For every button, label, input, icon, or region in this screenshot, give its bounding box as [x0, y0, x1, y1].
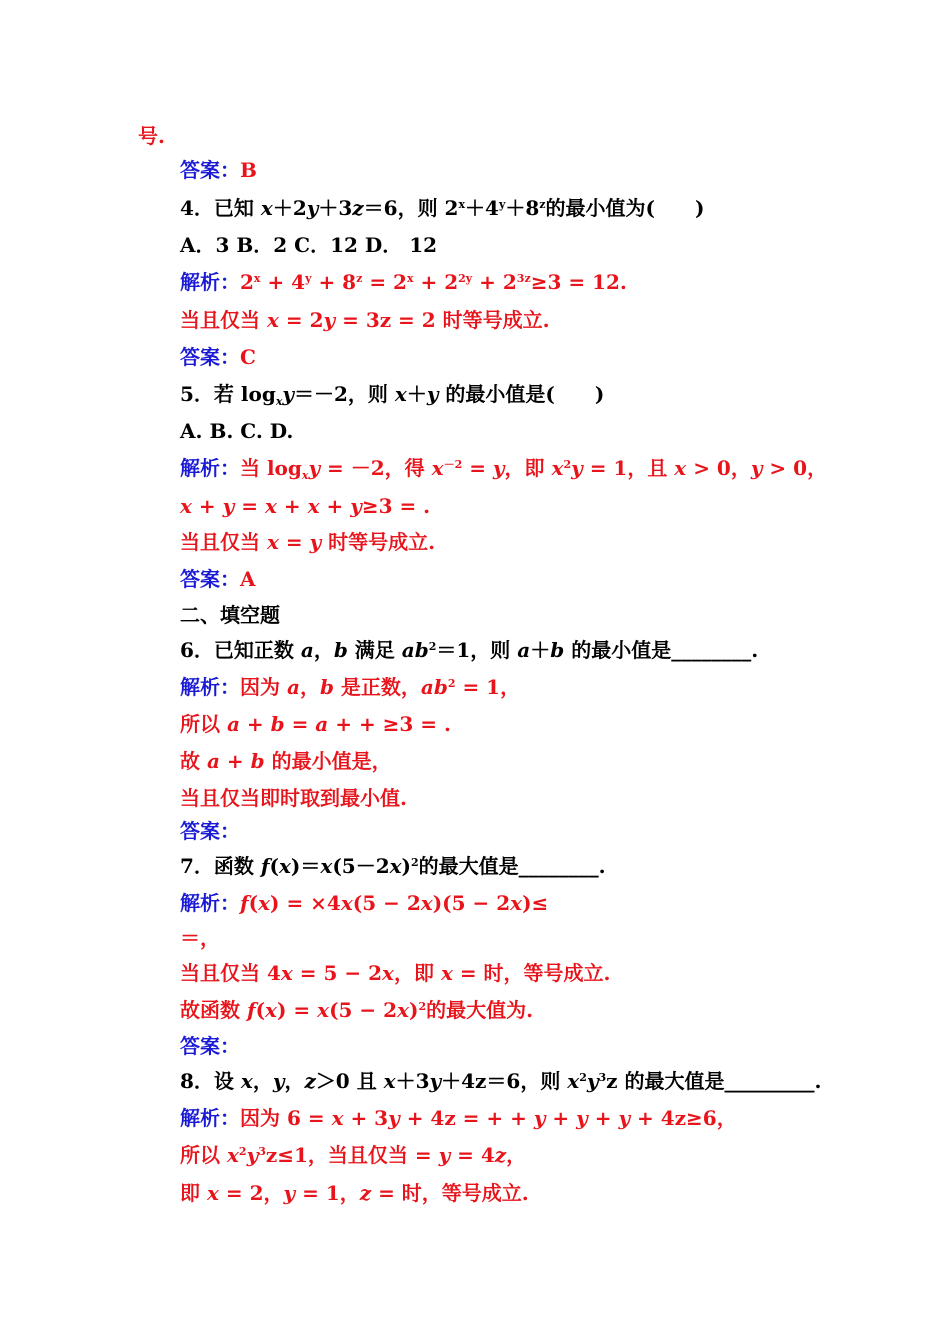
question-8: 8．设 x，y，z＞0 且 x＋3y＋4z＝6，则 $x^2y^3z$ 的最大值是_________. [180, 1069, 822, 1093]
question-7: 7．函数 $f(x)=x(5-2x)^2$的最大值是________. [180, 854, 606, 878]
section-heading-fill-in: 二、填空题 [180, 603, 280, 627]
solution-q7-equality: 当且仅当 4x = 5 − 2x，即 x = 时，等号成立. [180, 961, 611, 985]
question-5: 5．若 $\log_xy=-2$，则 x＋y 的最小值是( ) [180, 382, 605, 408]
solution-q7: 解析：f(x) = ×4x(5 − 2x)(5 − 2x)≤ [180, 891, 549, 915]
solution-q8-equality: 即 x = 2，y = 1，z = 时，等号成立. [180, 1181, 529, 1205]
solution-q5: 解析：当 $\log_xy = -2$，得 $x^{-2} = y$，即 $x^2y = 1$，且 x > 0，y > 0， [180, 456, 828, 482]
solution-q6-inequality: 所以 a + b = a + + ≥3 = . [180, 712, 451, 736]
solution-q7-conclusion: 故函数 $f(x) = x(5 - 2x)^2$的最大值为. [180, 998, 534, 1022]
solution-q8-inequality: 所以 $x^2y^3z\le 1$，当且仅当 = y = 4z， [180, 1143, 527, 1167]
options-q5: A. B. C. D. [180, 419, 294, 443]
solution-q7-result: ＝， [180, 926, 220, 950]
solution-q5-inequality: x + y = x + x + y≥3 = . [180, 494, 431, 518]
solution-q8: 解析：因为 6 = x + 3y + 4z = + + y + y + y + 4z≥6， [180, 1106, 737, 1130]
solution-q4: 解析：$2^x + 4^y + 8^z = 2^x + 2^{2y} + 2^{3z}\ge 3 = 12$. [180, 270, 627, 294]
solution-q6-min: 故 a + b 的最小值是， [180, 749, 392, 773]
answer-line-q7: 答案： [180, 1034, 240, 1058]
solution-q6-equality: 当且仅当即时取到最小值. [180, 786, 407, 810]
solution-q6: 解析：因为 a，b 是正数，$ab^2 = 1$， [180, 675, 521, 699]
answer-line-q6: 答案： [180, 819, 240, 843]
question-6: 6．已知正数 a，b 满足 $ab^2=1$，则 a＋b 的最小值是________. [180, 638, 759, 662]
answer-line-q4: 答案：C [180, 345, 256, 369]
text-line-continuation: 号. [138, 124, 165, 148]
answer-line-q3: 答案：B [180, 158, 257, 182]
question-4: 4．已知 x＋2y＋3z＝6，则 $2^x+4^y+8^z$的最小值为( ) [180, 196, 705, 220]
options-q4: A．3 B．2 C．12 D． 12 [180, 233, 438, 257]
solution-q4-equality: 当且仅当 x = 2y = 3z = 2 时等号成立. [180, 308, 550, 332]
solution-q5-equality: 当且仅当 x = y 时等号成立. [180, 530, 436, 554]
answer-line-q5: 答案：A [180, 567, 256, 591]
